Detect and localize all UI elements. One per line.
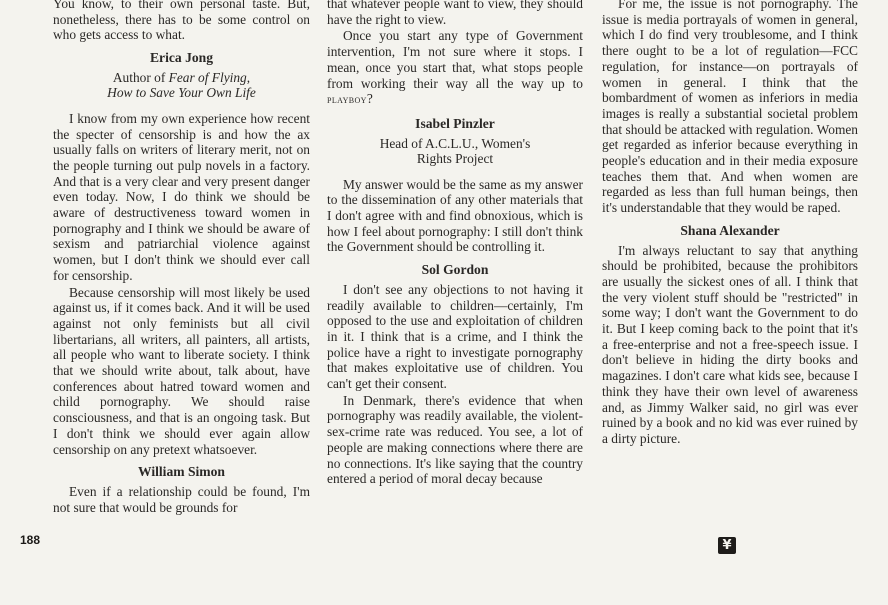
end-mark-icon: ¥ — [718, 537, 736, 554]
paragraph: I don't see any objections to not having it readily available to children—certainly, I'm opposed to the use and exploitation of children in it. I think that is a crime, and I think the police have a right to investigate pornography that makes exploitative use of children. You can't get their consent. — [327, 281, 583, 392]
paragraph: I'm always reluctant to say that anything should be prohibited, because the prohibitors are usually the sickest ones of all. I think that the very violent stuff should be "restricted" in some way; I don't want the Government to do it. But I keep coming back to the point that it's a free-enterprise and not a free-speech issue. I don't believe in hiding the dirty books and magazines. I don't care what kids see, because I think they have their own level of awareness and, as Jimmy Walker said, no girl was ever ruined by a book and no kid was ever ruined by a dirty picture. — [602, 242, 858, 446]
page-number: 188 — [20, 533, 41, 547]
column-3 — [602, 0, 858, 448]
paragraph — [327, 28, 583, 109]
paragraph: My answer would be the same as my answer to the dissemination of any other materials that I don't agree with and find obnoxious, which is how I feel about pornography: I still don't think the Government should be controlling it. — [327, 176, 583, 255]
speaker-name-isabel-pinzler: Isabel Pinzler — [415, 115, 495, 131]
column-2 — [327, 0, 583, 488]
book-title-1: Fear of Flying — [168, 69, 247, 85]
column-1-continued-paragraph: You know, to their own personal taste. But, nonetheless, there has to be some control on who gets access to what. — [53, 0, 310, 43]
paragraph: Even if a relationship could be found, I'm not sure that would be grounds for — [53, 483, 310, 515]
column-2-continued-paragraph: that whatever people want to view, they should have the right to view. — [327, 0, 583, 27]
book-title-2: How to Save Your Own Life — [107, 85, 256, 101]
paragraph: In Denmark, there's evidence that when pornography was readily available, the violent-sex-crime rate was reduced. You see, a lot of people are making connections where there are no connections. It's like saying that the country entered a period of moral decay because — [327, 392, 583, 487]
speaker-name-erica-jong: Erica Jong — [149, 50, 214, 66]
paragraph-text: Once you start any type of Government intervention, I'm not sure where it stops. I mean, once you start that, what stops people from working their way all the way up to — [327, 28, 583, 91]
speaker-title-erica-jong — [53, 70, 310, 101]
column-3-continued-paragraph: For me, the issue is not pornography. The issue is media portrayals of women in general, which I do find very troublesome, and I think there ought to be a lot of regulation—FCC regulation, for instance—on portrayals of women in general. I think that the bombardment of women as inferiors in media images is really a substantial societal problem that should be attacked with regulation. Women get regarded as inferior because everything in people's education and in their media exposure teaches them that. And when women are regarded as less than full human beings, then it's understandable that they would be raped. — [602, 0, 858, 216]
speaker-name-shana-alexander: Shana Alexander — [680, 222, 780, 238]
title-separator: , — [246, 69, 251, 85]
speaker-title-isabel-pinzler: Head of A.C.L.U., Women's Rights Project — [379, 135, 531, 167]
speaker-name-william-simon: William Simon — [138, 464, 225, 480]
title-prefix: Author of — [112, 69, 169, 85]
paragraph-end: ? — [366, 91, 373, 107]
column-1 — [53, 0, 310, 516]
magazine-name: playboy — [327, 94, 367, 107]
paragraph: I know from my own experience how recent the specter of censorship is and how the ax usually falls on writers of literary merit, not on the people turning out pulp novels in a factory. And that is a very clear and very present danger even today. Now, I do think we should be aware of destructiveness toward women in pornography and I think we should be aware of sexism and patriarchial violence against women, but I don't think we should ever call for censorship. — [53, 110, 310, 283]
paragraph: Because censorship will most likely be used against us, if it comes back. And it will be used against not only feminists but all civil libertarians, all writers, all painters, all artists, all people who want to liberate society. I think that we should write about, talk about, have conferences about hatred toward women and child pornography. We should raise consciousness, and that is an ongoing task. But I don't think we should ever again allow censorship on any pretext whatsoever. — [53, 284, 310, 457]
speaker-name-sol-gordon: Sol Gordon — [421, 262, 489, 278]
